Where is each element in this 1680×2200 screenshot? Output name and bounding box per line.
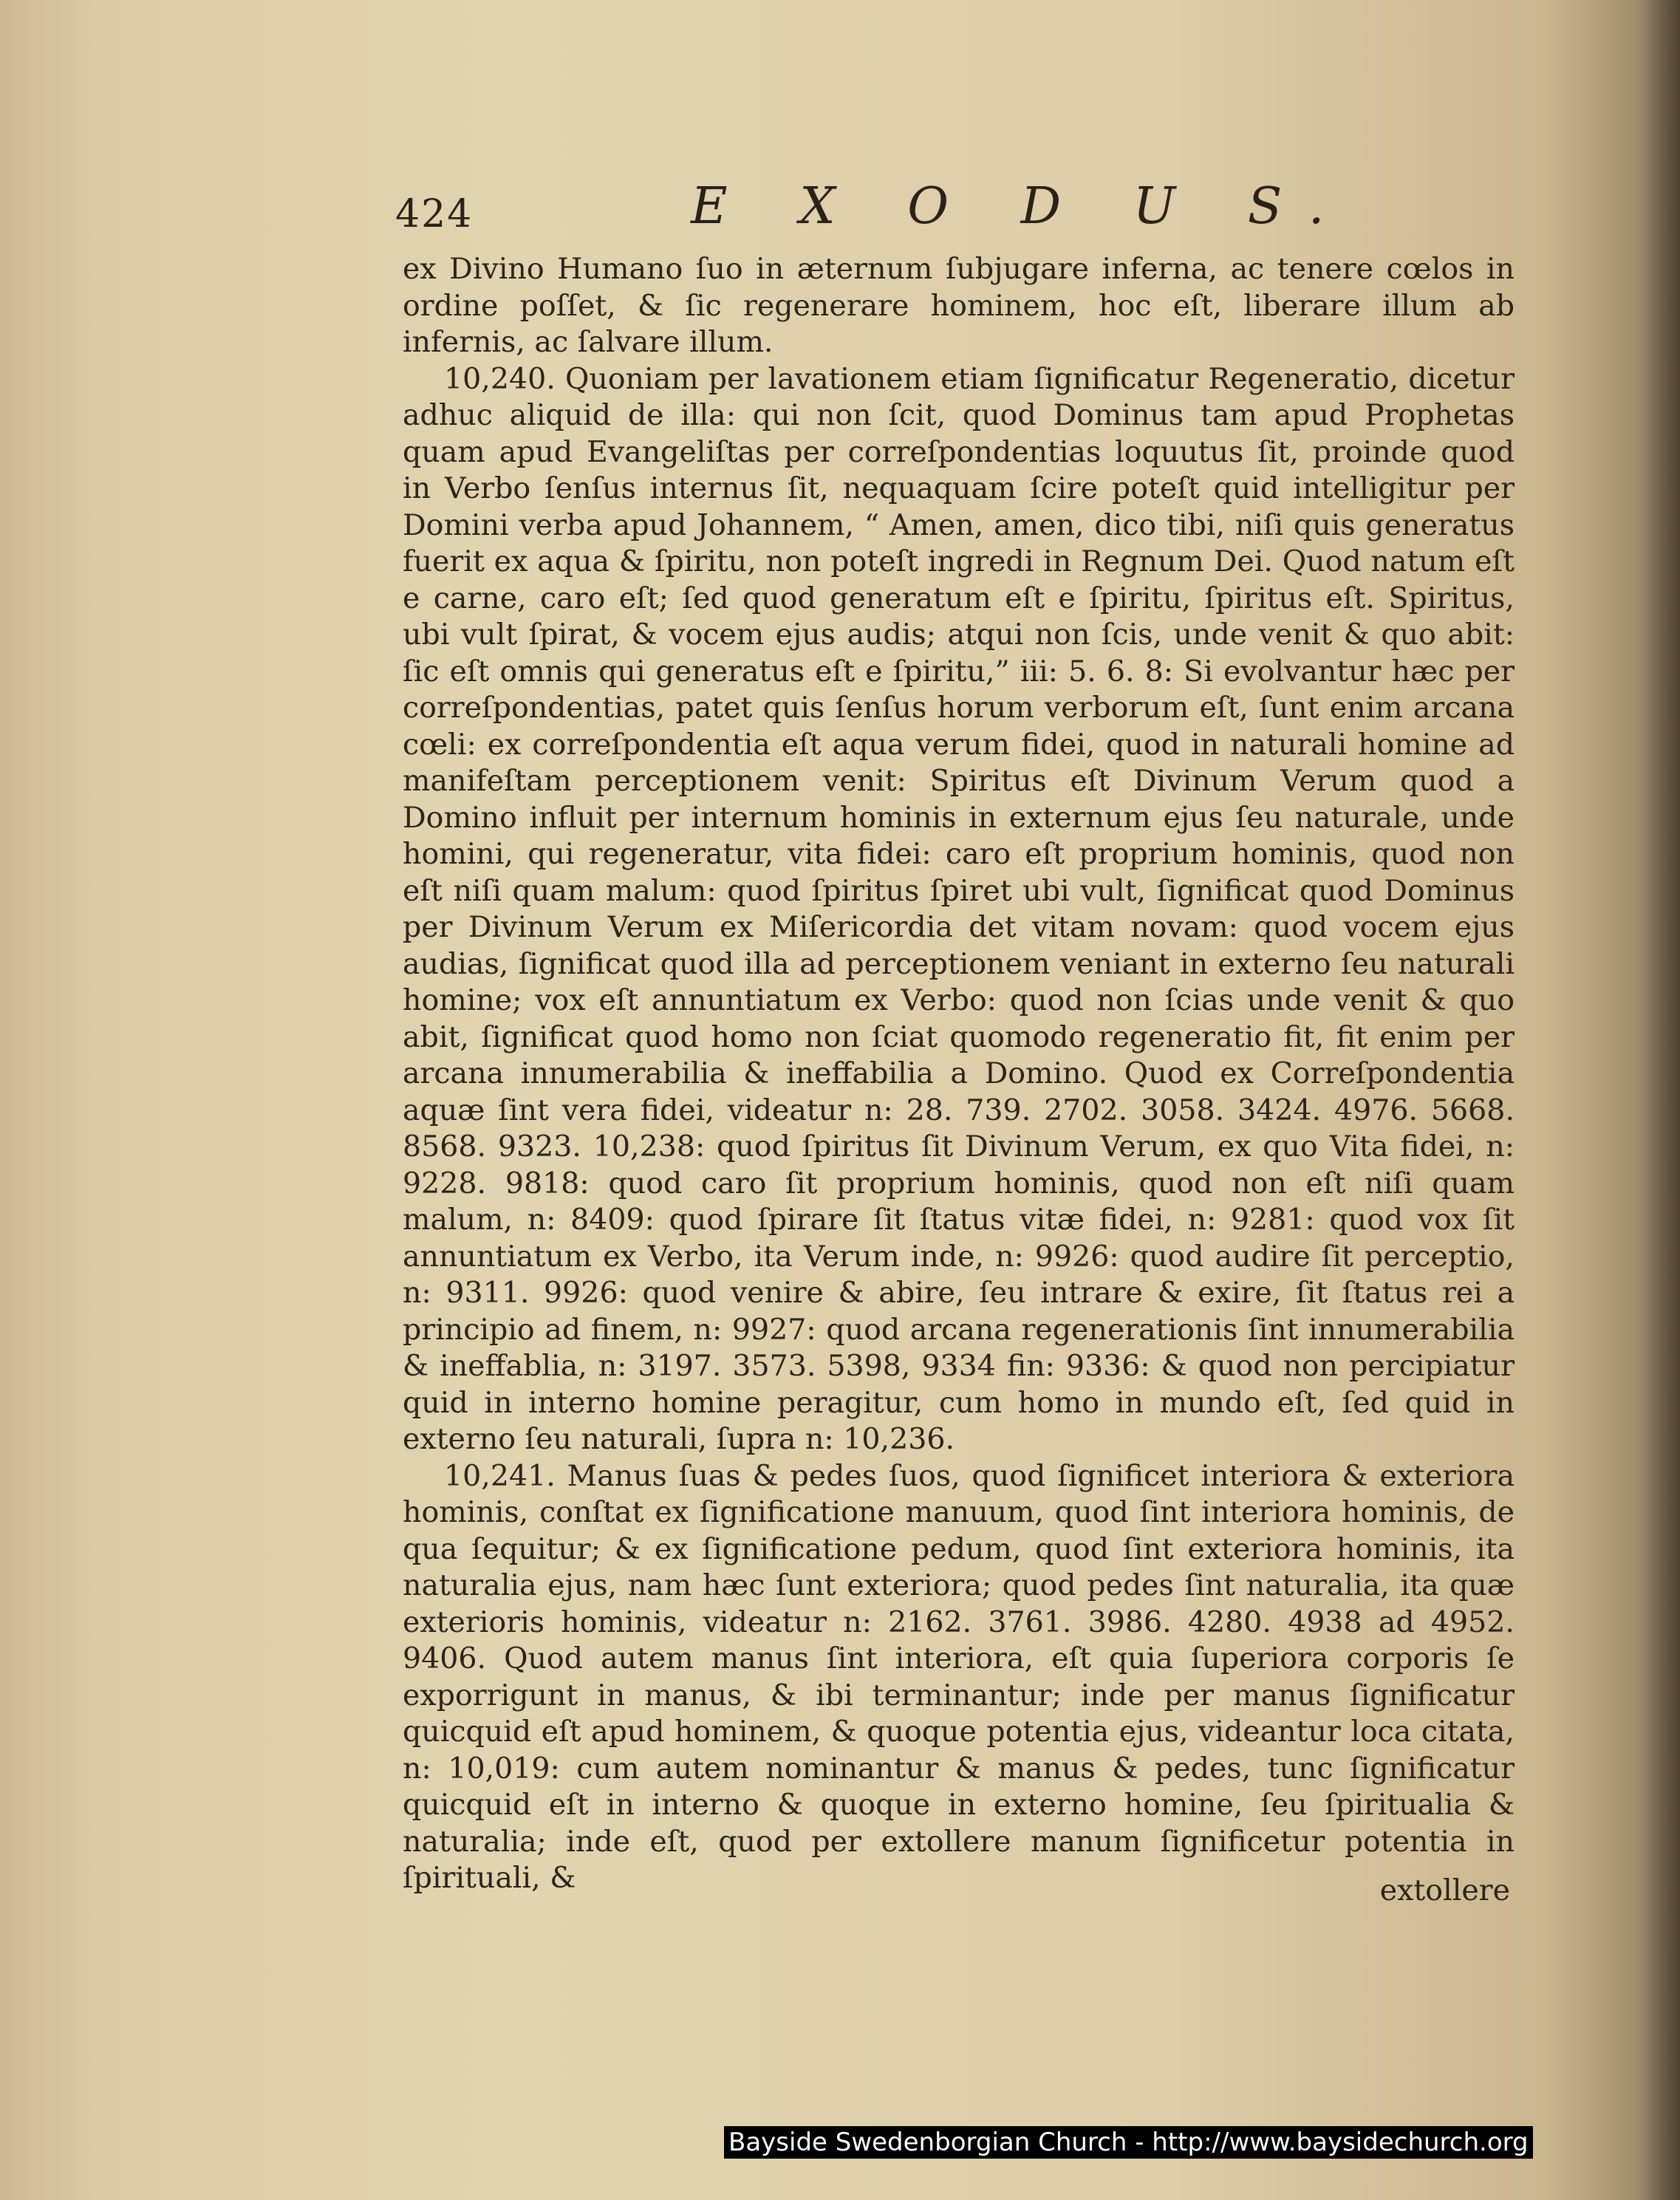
page-number: 424 (395, 192, 474, 236)
paragraph-10241: 10,241. Manus ſuas & pedes ſuos, quod ſignificet interiora & exteriora hominis, conſtat ex ſignificatione manuum, quod ſint interiora hominis, de qua ſequitur; & ex ſignificatione pedum, quod ſint exteriora hominis, ita naturalia ejus, nam hæc ſunt exteriora; quod pedes ſint naturalia, ita quæ exterioris hominis, videatur n: 2162. 3761. 3986. 4280. 4938 ad 4952. 9406. Quod autem manus ſint interiora, eſt quia ſuperiora corporis ſe exporrigunt in manus, & ibi terminantur; inde per manus ſignificatur quicquid eſt apud hominem, & quoque potentia ejus, videantur loca citata, n: 10,019: cum autem nominantur & manus & pedes, tunc ſignificatur quicquid eſt in interno & quoque in externo homine, ſeu ſpiritualia & naturalia; inde eſt, quod per extollere manum ſignificetur potentia in ſpirituali, & (403, 1458, 1515, 1895)
paragraph-continuation: ex Divino Humano ſuo in æternum ſubjugare inferna, ac tenere cœlos in ordine poſſet, & ſic regenerare hominem, hoc eſt, liberare illum ab infernis, ac ſalvare illum. (403, 252, 1515, 359)
catchword: extollere (1379, 1873, 1510, 1907)
footer-credit: Bayside Swedenborgian Church - http://www.baysidechurch.org (724, 2126, 1533, 2159)
paragraph-10240: 10,240. Quoniam per lavationem etiam ſignificatur Regeneratio, dicetur adhuc aliquid de illa: qui non ſcit, quod Dominus tam apud Prophetas quam apud Evangeliſtas per correſpondentias loquutus ſit, proinde quod in Verbo ſenſus internus ſit, nequaquam ſcire poteſt quid intelligitur per Domini verba apud Johannem, “ Amen, amen, dico tibi, niſi quis generatus fuerit ex aqua & ſpiritu, non poteſt ingredi in Regnum Dei. Quod natum eſt e carne, caro eſt; ſed quod generatum eſt e ſpiritu, ſpiritus eſt. Spiritus, ubi vult ſpirat, & vocem ejus audis; atqui non ſcis, unde venit & quo abit: ſic eſt omnis qui generatus eſt e ſpiritu,” iii: 5. 6. 8: Si evolvantur hæc per correſpondentias, patet quis ſenſus horum verborum eſt, ſunt enim arcana cœli: ex correſpondentia eſt aqua verum fidei, quod in naturali homine ad manifeſtam perceptionem venit: Spiritus eſt Divinum Verum quod a Domino influit per internum hominis in externum ejus ſeu naturale, unde homini, qui regeneratur, vita fidei: caro eſt proprium hominis, quod non eſt niſi quam malum: quod ſpiritus ſpiret ubi vult, ſignificat quod Dominus per Divinum Verum ex Miſericordia det vitam novam: quod vocem ejus audias, ſignificat quod illa ad perceptionem veniant in externo ſeu naturali homine; vox eſt annuntiatum ex Verbo: quod non ſcias unde venit & quo abit, ſignificat quod homo non ſciat quomodo regeneratio fit, fit enim per arcana innumerabilia & ineffabilia a Domino. Quod ex Correſpondentia aquæ ſint vera fidei, videatur n: 28. 739. 2702. 3058. 3424. 4976. 5668. 8568. 9323. 10,238: quod ſpiritus ſit Divinum Verum, ex quo Vita fidei, n: 9228. 9818: quod caro ſit proprium hominis, quod non eſt niſi quam malum, n: 8409: quod ſpirare ſit ſtatus vitæ fidei, n: 9281: quod vox ſit annuntiatum ex Verbo, ita Verum inde, n: 9926: quod audire ſit perceptio, n: 9311. 9926: quod venire & abire, ſeu intrare & exire, ſit ſtatus rei a principio ad finem, n: 9927: quod arcana regenerationis ſint innumerabilia & ineffablia, n: 3197. 3573. 5398, 9334 fin: 9336: & quod non percipiatur quid in interno homine peragitur, cum homo in mundo eſt, ſed quid in externo ſeu naturali, ſupra n: 10,236. (403, 361, 1515, 1456)
body-text (403, 251, 1515, 1897)
running-title: E X O D U S. (691, 177, 1353, 236)
page-header (395, 177, 1518, 244)
